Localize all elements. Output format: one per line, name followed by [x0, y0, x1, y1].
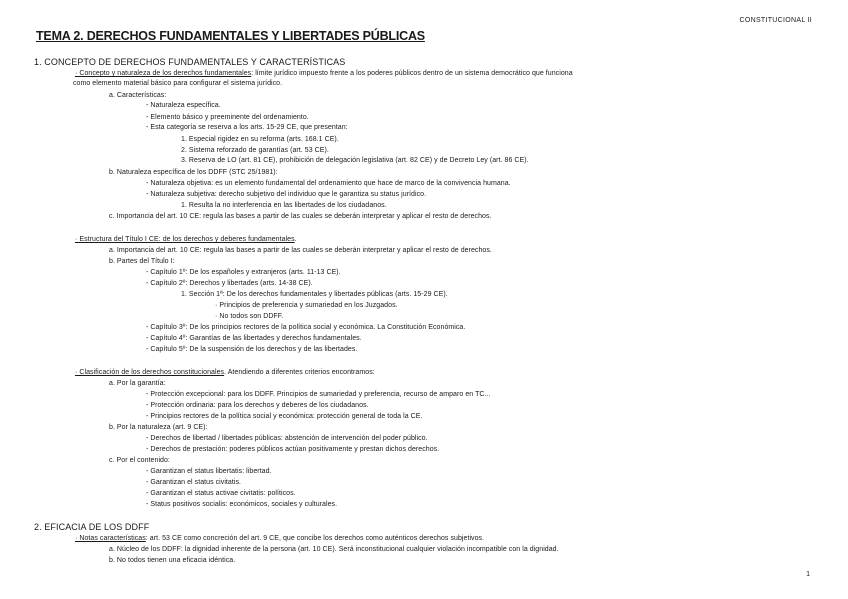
section-heading-1: 1. CONCEPTO DE DERECHOS FUNDAMENTALES Y CARACTERÍSTICAS [34, 57, 346, 67]
concept-label: · Concepto y naturaleza de los derechos fundamentales [75, 70, 252, 77]
structure-label: · Estructura del Título I CE: de los derechos y deberes fundamentales. [75, 236, 297, 243]
list-item: - Naturaleza subjetiva: derecho subjetivo del individuo que le garantiza su status jurídico. [146, 191, 427, 198]
list-item: a. Por la garantía: [109, 380, 166, 387]
list-item: b. Partes del Título I: [109, 258, 175, 265]
classification-paragraph: · Clasificación de los derechos constitucionales. Atendiendo a diferentes criterios encontramos: [75, 369, 375, 376]
list-item: - Capítulo 3º: De los principios rectores de la política social y económica. La Constitución Económica. [146, 324, 466, 331]
page-title: TEMA 2. DERECHOS FUNDAMENTALES Y LIBERTADES PÚBLICAS [36, 29, 425, 43]
list-item: - Capítulo 2º: Derechos y libertades (arts. 14-38 CE). [146, 280, 313, 287]
list-item: - Status positivos socialis: económicos, sociales y culturales. [146, 501, 338, 508]
list-item: - Garantizan el status civitatis. [146, 479, 242, 486]
list-item: - Protección excepcional: para los DDFF. Principios de sumariedad y preferencia, recurso de amparo en TC... [146, 391, 491, 398]
list-item: c. Por el contenido: [109, 457, 170, 464]
list-item: 1. Sección 1ª: De los derechos fundamentales y libertades públicas (arts. 15-29 CE). [181, 291, 448, 298]
list-item: - Garantizan el status libertatis: libertad. [146, 468, 272, 475]
concept-text: : límite jurídico impuesto frente a los poderes públicos dentro de un sistema democrático que funciona [251, 70, 573, 77]
list-item: - Elemento básico y preeminente del ordenamiento. [146, 114, 309, 121]
list-item: a. Importancia del art. 10 CE: regula las bases a partir de las cuales se deberán interpretar y aplicar el resto de derechos. [109, 247, 492, 254]
notes-paragraph: · Notas características: art. 53 CE como concreción del art. 9 CE, que concibe los derechos como auténticos derechos subjetivos. [75, 535, 485, 542]
list-item: b. Por la naturaleza (art. 9 CE): [109, 424, 208, 431]
list-item: 1. Especial rigidez en su reforma (arts. 168.1 CE). [181, 136, 339, 143]
concept-text-cont: como elemento material básico para configurar el sistema jurídico. [73, 80, 283, 87]
list-item: - Principios rectores de la política social y económica: protección general de toda la CE. [146, 413, 423, 420]
list-item: - Derechos de prestación: poderes públicos actúan positivamente y prestan dichos derechos. [146, 446, 440, 453]
section-heading-2: 2. EFICACIA DE LOS DDFF [34, 522, 150, 532]
list-item: - Derechos de libertad / libertades públicas: abstención de intervención del poder público. [146, 435, 428, 442]
list-item: 1. Resulta la no interferencia en las libertades de los ciudadanos. [181, 202, 387, 209]
list-item: b. Naturaleza específica de los DDFF (STC 25/1981): [109, 169, 278, 176]
list-item: · No todos son DDFF. [215, 313, 284, 320]
list-item: - Esta categoría se reserva a los arts. 15-29 CE, que presentan: [146, 124, 348, 131]
list-item: 3. Reserva de LO (art. 81 CE), prohibición de delegación legislativa (art. 82 CE) y de Decreto Ley (art. 86 CE). [181, 157, 529, 164]
list-item: - Capítulo 4º: Garantías de las libertades y derechos fundamentales. [146, 335, 362, 342]
list-item: a. Características: [109, 92, 167, 99]
list-item: b. No todos tienen una eficacia idéntica. [109, 557, 236, 564]
list-item: · Principios de preferencia y sumariedad en los Juzgados. [215, 302, 398, 309]
list-item: - Garantizan el status activae civitatis: políticos. [146, 490, 296, 497]
running-header: CONSTITUCIONAL II [739, 17, 812, 24]
concept-paragraph [75, 70, 573, 77]
list-item: - Naturaleza específica. [146, 102, 221, 109]
list-item: c. Importancia del art. 10 CE: regula las bases a partir de las cuales se deberán interpretar y aplicar el resto de derechos. [109, 213, 492, 220]
list-item: - Capítulo 1º: De los españoles y extranjeros (arts. 11-13 CE). [146, 269, 341, 276]
page-number: 1 [806, 571, 810, 578]
list-item: - Naturaleza objetiva: es un elemento fundamental del ordenamiento que hace de marco de la convivencia humana. [146, 180, 511, 187]
list-item: - Protección ordinaria: para los derechos y deberes de los ciudadanos. [146, 402, 369, 409]
list-item: a. Núcleo de los DDFF: la dignidad inherente de la persona (art. 10 CE). Será inconstitucional cualquier violación incompatible con la dignidad. [109, 546, 559, 553]
list-item: 2. Sistema reforzado de garantías (art. 53 CE). [181, 147, 329, 154]
list-item: - Capítulo 5º: De la suspensión de los derechos y de las libertades. [146, 346, 358, 353]
